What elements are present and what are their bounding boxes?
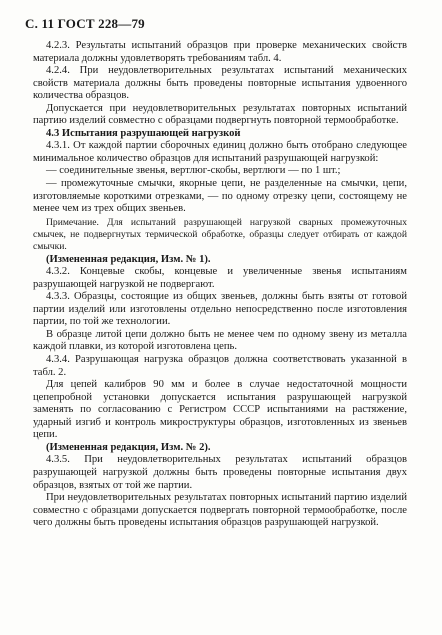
list-item-connecting-links: — соединительные звенья, вертлюг-скобы, вертлюги — по 1 шт.; (46, 165, 341, 177)
paragraph-repeat-tests: При неудовлетворительных результатах повторных испытаний партию изделий совместно с образцами допускается подвергать повторной термообработке, после чего должны быть проведены испытания образцов разрушающей нагрузкой. (33, 492, 407, 529)
paragraph-4-2-4: 4.2.4. При неудовлетворительных результатах испытаний механических свойств материала должны быть проведены повторные испытания удвоенного количества образцов. (33, 65, 407, 102)
page-header: С. 11 ГОСТ 228—79 (25, 16, 145, 31)
paragraph-4-3-1: 4.3.1. От каждой партии сборочных единиц должно быть отобрано следующее минимальное количество образцов для испытаний разрушающей нагрузкой: (33, 140, 407, 164)
paragraph-90mm-chains: Для цепей калибров 90 мм и более в случае недостаточной мощности цепепробной установки допускается испытания разрушающей нагрузкой заменять по согласованию с Регистром СССР испытаниями на растяжение, ударный изгиб и контроль микроструктуры образцов, изготовленных из звеньев цепи. (33, 379, 407, 441)
paragraph-4-3-5: 4.3.5. При неудовлетворительных результатах испытаний образцов разрушающей нагрузкой должны быть проведены повторные испытания двух образцов, взятых от той же партии. (33, 454, 407, 491)
paragraph-4-3-3: 4.3.3. Образцы, состоящие из общих звеньев, должны быть взяты от готовой партии изделий или изготовлены отдельно непосредственно после изготовления партии, по той же технологии. (33, 291, 407, 328)
paragraph-4-3-4: 4.3.4. Разрушающая нагрузка образцов должна соответствовать указанной в табл. 2. (33, 354, 407, 378)
paragraph-reheat: Допускается при неудовлетворительных результатах повторных испытаний партию изделий совместно с образцами подвергнуть повторной термообработке. (33, 102, 407, 127)
note-paragraph: Примечание. Для испытаний разрушающей нагрузкой сварных промежуточных смычек, не подвергнутых термической обработке, образцы следует отбирать от каждой смычки. (33, 216, 407, 252)
section-heading-4-3: 4.3 Испытания разрушающей нагрузкой (46, 127, 241, 139)
paragraph-cast-chain: В образце литой цепи должно быть не менее чем по одному звену из металла каждой плавки, из которой изготовлена цепь. (33, 328, 407, 353)
list-item-intermediate-shackles: — промежуточные смычки, якорные цепи, не разделенные на смычки, цепи, изготовляемые короткими отрезками, — по одному отрезку цепи, состоящему не менее чем из трех общих звеньев. (33, 178, 407, 215)
amendment-note-2: (Измененная редакция, Изм. № 2). (46, 441, 211, 453)
paragraph-4-2-3: 4.2.3. Результаты испытаний образцов при проверке механических свойств материала должны удовлетворять требованиям табл. 4. (33, 40, 407, 64)
paragraph-4-3-2: 4.3.2. Концевые скобы, концевые и увеличенные звенья испытаниям разрушающей нагрузкой не подвергают. (33, 266, 407, 290)
document-body (33, 40, 407, 530)
amendment-note-1: (Измененная редакция, Изм. № 1). (46, 253, 211, 265)
